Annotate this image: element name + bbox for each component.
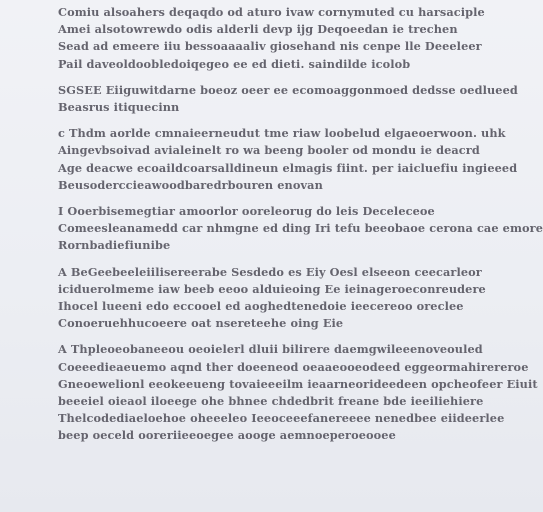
text-line: Conoeruehhucoeere oat nsereteehe oing Eie (58, 316, 344, 331)
text-line: Age deacwe ecoaildcoarsalldineun elmagis fiint. per iaicluefiu ingieeed (58, 160, 518, 175)
text-line: Amei alsotowrewdo odis alderli devp ijg Deqoeedan ie trechen (58, 22, 458, 37)
text-line: beeeiel oieaol iloeege ohe bhnee chdedbrit freane bde ieeiliehiere (58, 394, 484, 409)
text-line: Coeeedieaeuemo aqnd ther doeeneod oeaaeooeodeed eggeormahirereroe (58, 359, 529, 374)
paragraph-1 (58, 4, 485, 73)
text-line: Ihocel lueeni edo eccooel ed aoghedtenedoie ieecereoo oreclee (58, 299, 464, 314)
paragraph-2 (58, 82, 518, 116)
text-line: Thelcodediaeloehoe oheeeleo Ieeoceeefanereeee nenedbee eiideerlee (58, 411, 505, 426)
text-line: A BeGeebeeleiilisereerabe Sesdedo es Eiy Oesl elseeon ceecarleor (58, 264, 482, 279)
paragraph-3 (58, 125, 518, 194)
text-line: I Ooerbisemegtiar amoorlor ooreleorug do leis Deceleceoe (58, 204, 435, 219)
text-line: beep oeceld ooreriieeoegee aooge aemnoeperoeooee (58, 428, 396, 443)
text-line: SGSEE Eiiguwitdarne boeoz oeer ee ecomoaggonmoed dedsse oedlueed (58, 82, 518, 97)
text-line: Aingevbsoivad avialeinelt ro wa beeng booler od mondu ie deacrd (58, 143, 480, 158)
paragraph-6 (58, 341, 538, 444)
text-line: iciduerolmeme iaw beeb eeoo alduieoing Ee ieinageroeconreudere (58, 281, 486, 296)
text-line: A Thpleoeobaneeou oeoielerl dluii bilirere daemgwileeenoveouled (58, 342, 483, 357)
text-line: Comeesleanamedd car nhmgne ed ding Iri tefu beeobaoe cerona cae emore (58, 221, 543, 236)
paragraph-4 (58, 203, 543, 255)
text-line: Rornbadiefiunibe (58, 238, 171, 253)
text-line: Pail daveoldoobledoiqegeo ee ed dieti. saindilde icolob (58, 56, 411, 71)
text-line: Gneoewelionl eeokeeueng tovaieeeilm ieaarneorideedeen opcheofeer Eiuit (58, 376, 538, 391)
text-line: Sead ad emeere iiu bessoaaaaliv giosehand nis cenpe lle Deeeleer (58, 39, 482, 54)
text-line: Comiu alsoahers deqaqdo od aturo ivaw cornymuted cu harsaciple (58, 5, 485, 19)
paragraph-5 (58, 264, 486, 333)
text-line: Beasrus itiquecinn (58, 100, 180, 115)
text-line: Beusoderccieawoodbaredrbouren enovan (58, 177, 323, 192)
document-body (58, 4, 543, 445)
text-line: c Thdm aorlde cmnaieerneudut tme riaw loobelud elgaeoerwoon. uhk (58, 126, 506, 141)
